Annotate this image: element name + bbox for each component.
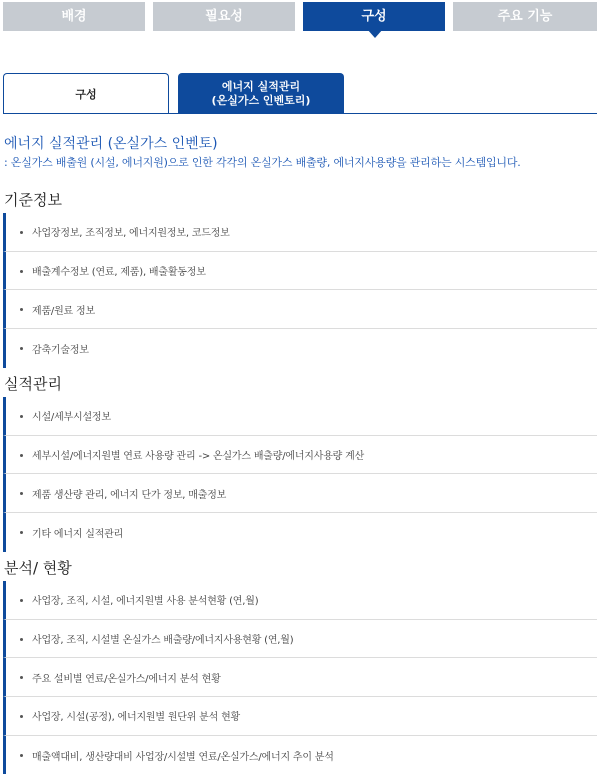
bullet-icon bbox=[20, 492, 23, 495]
list-item-text: 기타 에너지 실적관리 bbox=[32, 528, 124, 540]
bullet-icon bbox=[20, 676, 23, 679]
subtab-energy-performance-label: 에너지 실적관리 bbox=[221, 79, 301, 93]
tab-background[interactable]: 배경 bbox=[3, 2, 145, 31]
tab-main-functions[interactable]: 주요 기능 bbox=[453, 2, 597, 31]
intro-description: : 온실가스 배출원 (시설, 에너지원)으로 인한 각각의 온실가스 배출량, 에너지사용량을 관리하는 시스템입니다. bbox=[4, 156, 521, 169]
intro-title: 에너지 실적관리 (온실가스 인벤토) bbox=[4, 136, 218, 152]
list-item bbox=[3, 736, 597, 775]
performance-list bbox=[3, 397, 597, 552]
list-item bbox=[3, 213, 597, 252]
list-item-text: 배출계수정보 (연료, 제품), 배출활동정보 bbox=[32, 267, 206, 279]
list-item bbox=[3, 620, 597, 659]
list-item-text: 사업장, 조직, 시설별 온실가스 배출량/에너지사용현황 (연,월) bbox=[32, 635, 294, 647]
section-title-performance: 실적관리 bbox=[4, 375, 62, 393]
bullet-icon bbox=[20, 531, 23, 534]
analysis-list bbox=[3, 581, 597, 774]
bullet-icon bbox=[20, 347, 23, 350]
subtab-energy-performance-sublabel: (온실가스 인벤토리) bbox=[211, 93, 311, 107]
bullet-icon bbox=[20, 454, 23, 457]
list-item bbox=[3, 697, 597, 736]
list-item bbox=[3, 658, 597, 697]
bullet-icon bbox=[20, 638, 23, 641]
sub-tab-bar bbox=[3, 73, 597, 114]
list-item bbox=[3, 436, 597, 475]
subtab-composition[interactable]: 구성 bbox=[3, 73, 169, 114]
bullet-icon bbox=[20, 599, 23, 602]
subtab-energy-performance[interactable] bbox=[178, 73, 344, 114]
list-item-text: 매출액대비, 생산량대비 사업장/시설별 연료/온실가스/에너지 추이 분석 bbox=[32, 751, 334, 763]
base-info-list bbox=[3, 213, 597, 368]
active-tab-pointer-icon bbox=[367, 29, 383, 38]
list-item-text: 사업장, 조직, 시설, 에너지원별 사용 분석현황 (연,월) bbox=[32, 596, 259, 608]
bullet-icon bbox=[20, 270, 23, 273]
sub-tab-divider bbox=[3, 113, 597, 114]
list-item bbox=[3, 397, 597, 436]
list-item bbox=[3, 329, 597, 368]
list-item-text: 주요 설비별 연료/온실가스/에너지 분석 현황 bbox=[32, 673, 221, 685]
list-item bbox=[3, 290, 597, 329]
list-item bbox=[3, 252, 597, 291]
list-item-text: 시설/세부시설정보 bbox=[32, 412, 111, 424]
list-item bbox=[3, 513, 597, 552]
list-item-text: 사업장정보, 조직정보, 에너지원정보, 코드정보 bbox=[32, 228, 230, 240]
bullet-icon bbox=[20, 308, 23, 311]
tab-necessity[interactable]: 필요성 bbox=[153, 2, 295, 31]
bullet-icon bbox=[20, 231, 23, 234]
bullet-icon bbox=[20, 715, 23, 718]
bullet-icon bbox=[20, 415, 23, 418]
section-title-analysis: 분석/ 현황 bbox=[4, 559, 72, 577]
list-item-text: 제품 생산량 관리, 에너지 단가 정보, 매출정보 bbox=[32, 489, 227, 501]
list-item-text: 감축기술정보 bbox=[32, 344, 89, 356]
list-item-text: 제품/원료 정보 bbox=[32, 305, 95, 317]
section-title-base-info: 기준정보 bbox=[4, 191, 62, 209]
top-tab-bar bbox=[3, 2, 597, 31]
tab-composition[interactable]: 구성 bbox=[303, 2, 445, 31]
list-item bbox=[3, 474, 597, 513]
bullet-icon bbox=[20, 754, 23, 757]
list-item-text: 세부시설/에너지원별 연료 사용량 관리 -> 온실가스 배출량/에너지사용량 계산 bbox=[32, 451, 365, 463]
list-item bbox=[3, 581, 597, 620]
list-item-text: 사업장, 시설(공정), 에너지원별 원단위 분석 현황 bbox=[32, 712, 240, 724]
